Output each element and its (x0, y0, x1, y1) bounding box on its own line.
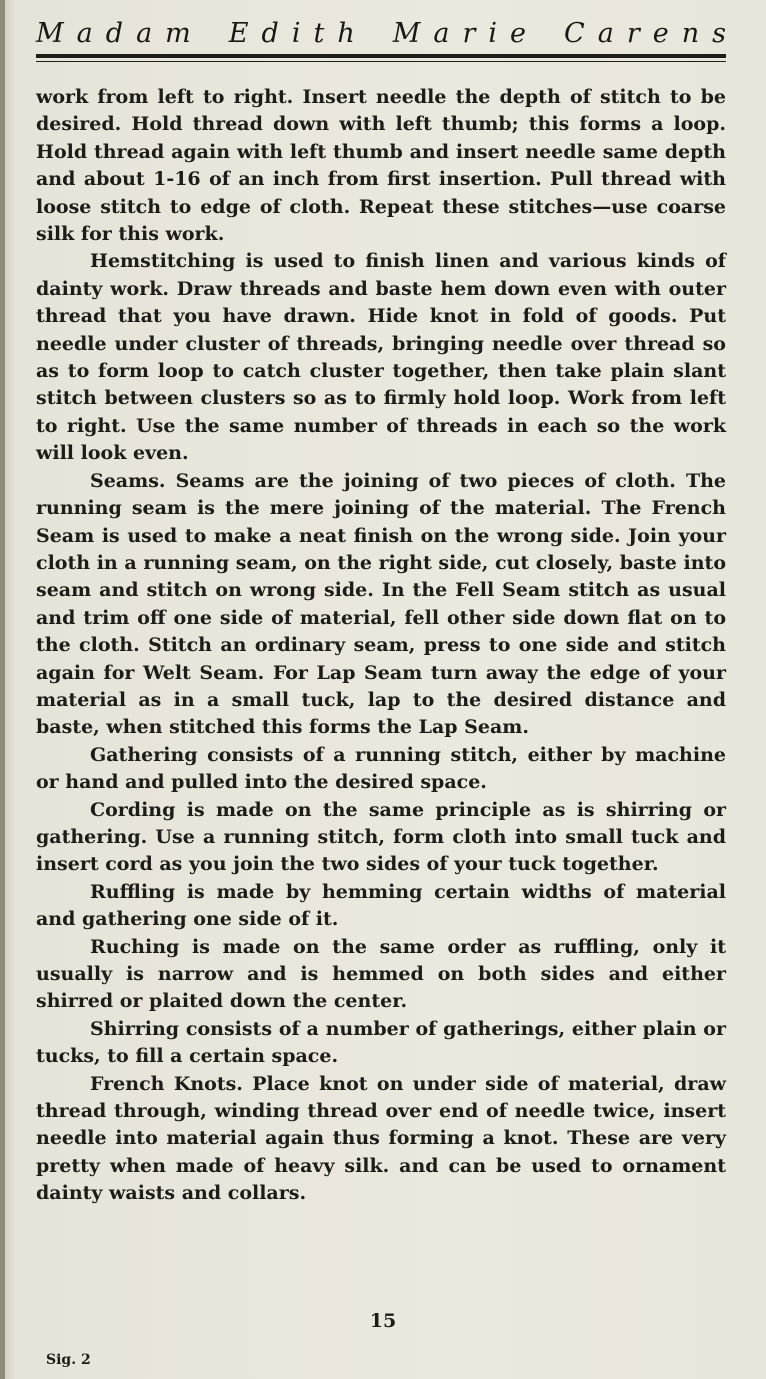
paragraph: work from left to right. Insert needle the depth of stitch to be desired. Hold thread down with left thumb; this forms a loop. Hold thread again with left thumb and insert needle same depth and about 1-16 of an inch from first insertion. Pull thread with loose stitch to edge of cloth. Repeat these stitches—use coarse silk for this work. (36, 86, 726, 246)
paragraph: Cording is made on the same principle as is shirring or gathering. Use a running stitch, form cloth into small tuck and insert cord as you join the two sides of your tuck together. (36, 798, 726, 876)
running-head-letter: t (313, 18, 325, 49)
paragraph: Gathering consists of a running stitch, either by machine or hand and pulled into the desired space. (36, 743, 726, 794)
header-rule-thick (36, 54, 726, 58)
page-spine-edge (0, 0, 5, 1379)
running-head-word (393, 18, 526, 49)
running-head-letter: h (337, 18, 355, 49)
signature-mark: Sig. 2 (46, 1352, 91, 1368)
body-text (36, 84, 726, 1208)
paragraph: Ruching is made on the same order as ruffling, only it usually is narrow and is hemmed on both sides and either shirred or plaited down the center. (36, 935, 726, 1013)
running-head-letter: r (462, 18, 476, 49)
paragraph: Seams. Seams are the joining of two pieces of cloth. The running seam is the mere joining of the material. The French Seam is used to make a neat finish on the wrong side. Join your cloth in a running seam, on the right side, cut closely, baste into seam and stitch on wrong side. In the Fell Seam stitch as usual and trim off one side of material, fell other side down flat on to the cloth. Stitch an ordinary seam, press to one side and stitch again for Welt Seam. For Lap Seam turn away the edge of your material as in a small tuck, lap to the desired distance and baste, when stitched this forms the Lap Seam. (36, 469, 726, 739)
running-head-letter: i (488, 18, 498, 49)
paragraph: Ruffling is made by hemming certain widths of material and gathering one side of it. (36, 880, 726, 931)
running-head-letter: d (261, 18, 279, 49)
running-head-word (229, 18, 355, 49)
running-head-letter: n (681, 18, 700, 49)
running-head-letter: a (136, 18, 153, 49)
running-head-word (36, 18, 191, 49)
running-head-letter: M (36, 18, 64, 49)
paragraph: French Knots. Place knot on under side of material, draw thread through, winding thread over end of needle twice, insert needle into material again thus forming a knot. These are very pretty when made of heavy silk. and can be used to ornament dainty waists and collars. (36, 1072, 726, 1205)
page-number: 15 (369, 1310, 397, 1332)
running-head-letter: a (76, 18, 93, 49)
running-head-letter: e (510, 18, 527, 49)
running-head-word (564, 18, 726, 49)
running-head-letter: a (597, 18, 614, 49)
header-rule-thin (36, 61, 726, 62)
running-head-letter: E (228, 18, 249, 49)
running-head-letter: a (433, 18, 450, 49)
running-head-letter: d (105, 18, 124, 49)
running-head-letter: e (652, 18, 669, 49)
running-head-letter: m (165, 18, 191, 49)
running-head (36, 18, 726, 49)
paragraph: Hemstitching is used to finish linen and various kinds of dainty work. Draw threads and baste hem down even with outer thread that you have drawn. Hide knot in fold of goods. Put needle under cluster of threads, bringing needle over thread so as to form loop to catch cluster together, then take plain slant stitch between clusters so as to firmly hold loop. Work from left to right. Use the same number of threads in each so the work will look even. (36, 250, 726, 465)
running-head-letter: C (564, 18, 585, 49)
running-head-letter: M (392, 18, 421, 49)
running-head-letter: s (712, 18, 726, 49)
paragraph: Shirring consists of a number of gatherings, either plain or tucks, to fill a certain space. (36, 1017, 726, 1068)
running-head-letter: r (626, 18, 640, 49)
running-head-letter: i (291, 18, 301, 49)
